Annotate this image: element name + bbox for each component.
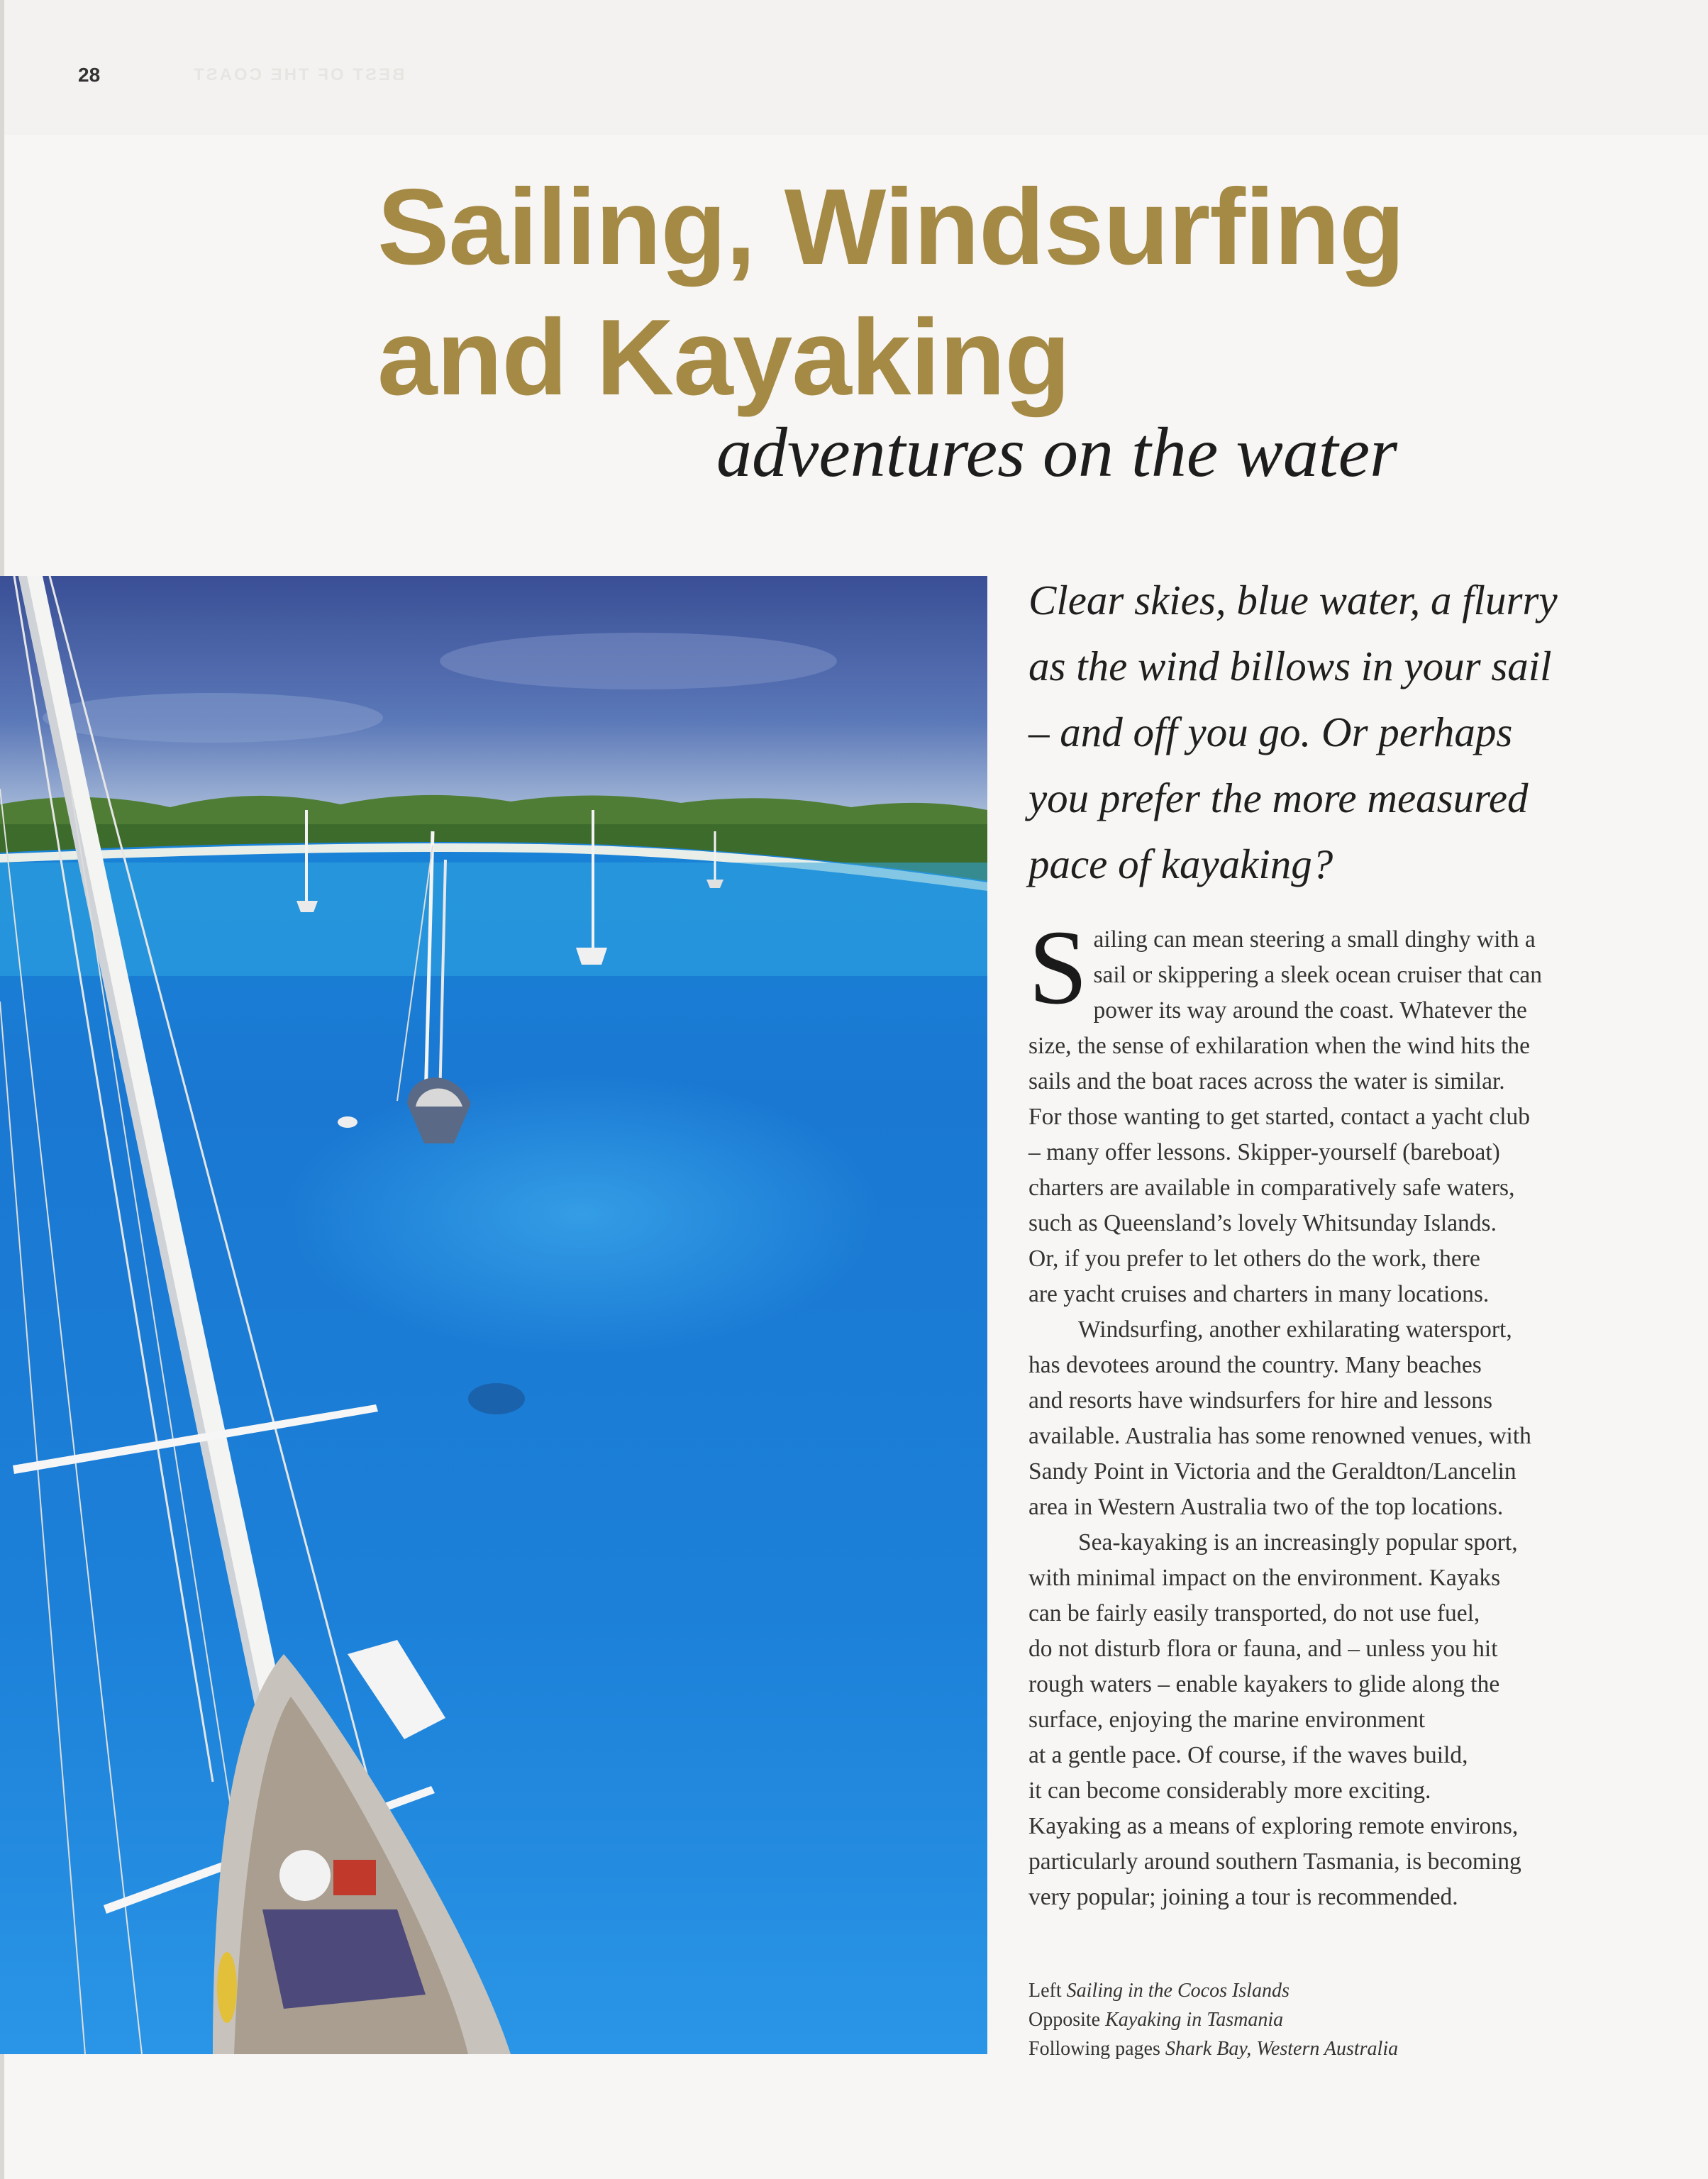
caption-following-pages xyxy=(1028,2034,1398,2063)
page-number: 28 xyxy=(78,64,101,86)
intro-line: as the wind billows in your sail xyxy=(1028,643,1552,689)
body-line: available. Australia has some renowned venues, with xyxy=(1028,1423,1531,1449)
paragraph-kayaking xyxy=(1028,1525,1656,1915)
page-title xyxy=(377,162,1404,423)
drop-cap: S xyxy=(1028,909,1088,1026)
body-line: such as Queensland’s lovely Whitsunday Islands. xyxy=(1028,1210,1497,1236)
running-head-showthrough: BEST OF THE COAST xyxy=(192,65,405,84)
body-line: sail or skippering a sleek ocean cruiser that can xyxy=(1093,962,1542,988)
photo-captions xyxy=(1028,1976,1398,2063)
body-line: ailing can mean steering a small dinghy with a xyxy=(1093,926,1536,953)
caption-label: Opposite xyxy=(1028,2009,1101,2031)
body-line: charters are available in comparatively safe waters, xyxy=(1028,1175,1515,1201)
body-line: rough waters – enable kayakers to glide along the xyxy=(1028,1671,1500,1697)
body-line: at a gentle pace. Of course, if the waves build, xyxy=(1028,1742,1468,1768)
body-line: do not disturb flora or fauna, and – unless you hit xyxy=(1028,1636,1498,1662)
intro-line: Clear skies, blue water, a flurry xyxy=(1028,577,1558,623)
caption-label: Following pages xyxy=(1028,2038,1160,2060)
body-line: Sandy Point in Victoria and the Geraldton/Lancelin xyxy=(1028,1458,1516,1485)
caption-text: Shark Bay, Western Australia xyxy=(1165,2038,1399,2060)
caption-left xyxy=(1028,1976,1398,2005)
body-line: sails and the boat races across the water is similar. xyxy=(1028,1068,1505,1094)
body-line: particularly around southern Tasmania, is becoming xyxy=(1028,1848,1521,1875)
body-line: surface, enjoying the marine environment xyxy=(1028,1707,1426,1733)
paragraph-sailing xyxy=(1028,909,1656,1312)
caption-text: Kayaking in Tasmania xyxy=(1105,2009,1284,2031)
article-body xyxy=(1028,909,1656,1915)
body-line: are yacht cruises and charters in many locations. xyxy=(1028,1281,1490,1307)
caption-text: Sailing in the Cocos Islands xyxy=(1066,1980,1290,2002)
sailing-photo xyxy=(0,576,987,2054)
body-line: power its way around the coast. Whatever the xyxy=(1093,997,1527,1024)
body-line: For those wanting to get started, contact a yacht club xyxy=(1028,1104,1531,1130)
caption-label: Left xyxy=(1028,1980,1062,2002)
body-line: – many offer lessons. Skipper-yourself (bareboat) xyxy=(1028,1139,1500,1165)
caption-opposite xyxy=(1028,2005,1398,2034)
body-line: Or, if you prefer to let others do the work, there xyxy=(1028,1246,1480,1272)
body-line: it can become considerably more exciting. xyxy=(1028,1778,1431,1804)
body-line: and resorts have windsurfers for hire and lessons xyxy=(1028,1387,1493,1414)
body-line: very popular; joining a tour is recommended. xyxy=(1028,1884,1458,1910)
body-line: can be fairly easily transported, do not use fuel, xyxy=(1028,1600,1480,1626)
intro-standfirst xyxy=(1028,567,1653,897)
intro-line: – and off you go. Or perhaps xyxy=(1028,709,1513,755)
paragraph-windsurfing xyxy=(1028,1312,1656,1525)
page-subtitle: adventures on the water xyxy=(716,413,1398,492)
body-line: Kayaking as a means of exploring remote environs, xyxy=(1028,1813,1519,1839)
body-line: area in Western Australia two of the top locations. xyxy=(1028,1494,1504,1520)
body-line: has devotees around the country. Many beaches xyxy=(1028,1352,1482,1378)
body-line: with minimal impact on the environment. Kayaks xyxy=(1028,1565,1501,1591)
intro-line: you prefer the more measured xyxy=(1028,775,1529,821)
intro-line: pace of kayaking? xyxy=(1028,841,1333,887)
title-line-2: and Kayaking xyxy=(377,297,1070,418)
body-line: Windsurfing, another exhilarating watersport, xyxy=(1078,1316,1512,1343)
body-line: size, the sense of exhilaration when the wind hits the xyxy=(1028,1033,1531,1059)
body-line: Sea-kayaking is an increasingly popular sport, xyxy=(1078,1529,1518,1556)
title-line-1: Sailing, Windsurfing xyxy=(377,167,1404,287)
